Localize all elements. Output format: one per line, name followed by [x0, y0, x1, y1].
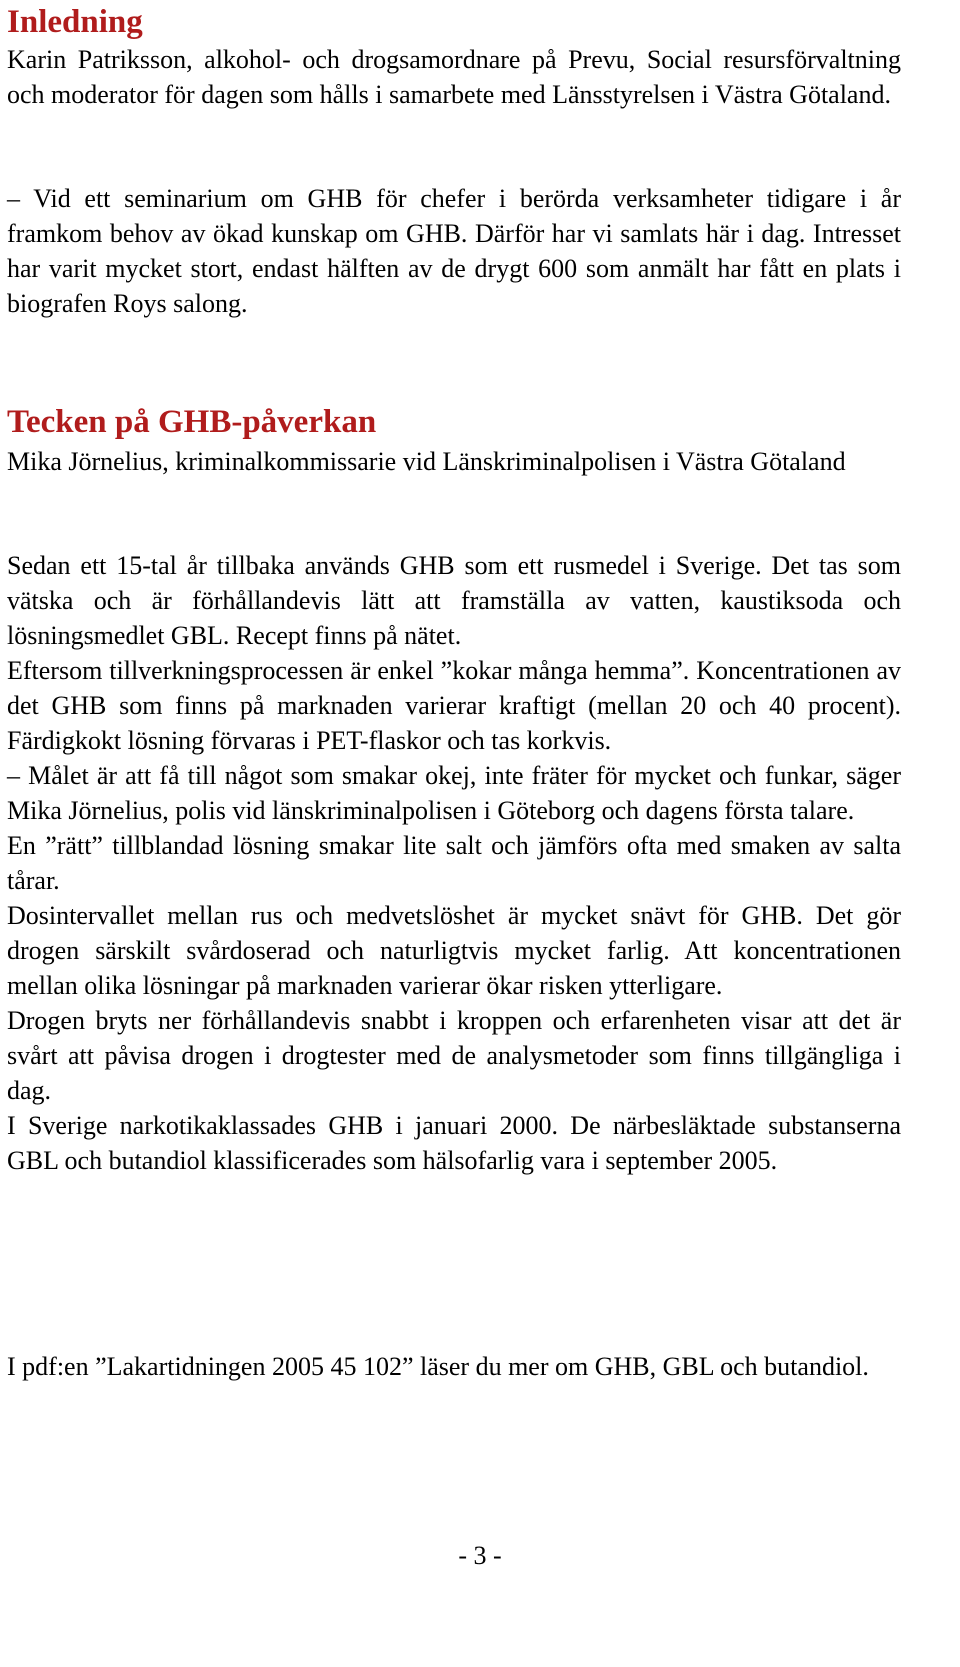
ghb-paragraph: Eftersom tillverkningsprocessen är enkel ”kokar många hemma”. Koncentrationen av det GHB som finns på marknaden varierar kraftigt (mellan 20 och 40 procent). Färdigkokt lösning förvaras i PET-flaskor och tas korkvis. — [7, 656, 901, 755]
ghb-reference: I pdf:en ”Lakartidningen 2005 45 102” läser du mer om GHB, GBL och butandiol. — [7, 1352, 869, 1381]
intro-heading: Inledning — [7, 4, 143, 40]
ghb-paragraph: En ”rätt” tillblandad lösning smakar lite salt och jämförs ofta med smaken av salta tårar. — [7, 831, 901, 895]
ghb-byline-block — [7, 444, 901, 479]
ghb-paragraph: Sedan ett 15-tal år tillbaka används GHB som ett rusmedel i Sverige. Det tas som vätska och är förhållandevis lätt att framställa av vatten, kaustiksoda och lösningsmedlet GBL. Recept finns på nätet. — [7, 551, 901, 650]
intro-quote-block — [7, 181, 901, 321]
ghb-paragraph: – Målet är att få till något som smakar okej, inte fräter för mycket och funkar, säger Mika Jörnelius, polis vid länskriminalpolisen i Göteborg och dagens första talare. — [7, 761, 901, 825]
intro-byline-block — [7, 42, 901, 112]
ghb-reference-block — [7, 1349, 901, 1384]
intro-byline: Karin Patriksson, alkohol- och drogsamordnare på Prevu, Social resursförvaltning och moderator för dagen som hålls i samarbete med Länsstyrelsen i Västra Götaland. — [7, 45, 901, 109]
ghb-paragraph: Drogen bryts ner förhållandevis snabbt i kroppen och erfarenheten visar att det är svårt att påvisa drogen i drogtester med de analysmetoder som finns tillgängliga i dag. — [7, 1006, 901, 1105]
ghb-section-heading: Tecken på GHB-påverkan — [7, 404, 377, 440]
intro-quote: – Vid ett seminarium om GHB för chefer i berörda verksamheter tidigare i år framkom behov av ökad kunskap om GHB. Därför har vi samlats här i dag. Intresset har varit mycket stort, endast hälften av de drygt 600 som anmält har fått en plats i biografen Roys salong. — [7, 184, 901, 318]
ghb-paragraph: I Sverige narkotikaklassades GHB i januari 2000. De närbesläktade substanserna GBL och butandiol klassificerades som hälsofarlig vara i september 2005. — [7, 1111, 901, 1175]
ghb-body — [7, 548, 901, 1178]
page-number: - 3 - — [458, 1541, 502, 1570]
ghb-paragraph: Dosintervallet mellan rus och medvetslöshet är mycket snävt för GHB. Det gör drogen särskilt svårdoserad och naturligtvis mycket farlig. Att koncentrationen mellan olika lösningar på marknaden varierar ökar risken ytterligare. — [7, 901, 901, 1000]
ghb-byline: Mika Jörnelius, kriminalkommissarie vid Länskriminalpolisen i Västra Götaland — [7, 447, 846, 476]
